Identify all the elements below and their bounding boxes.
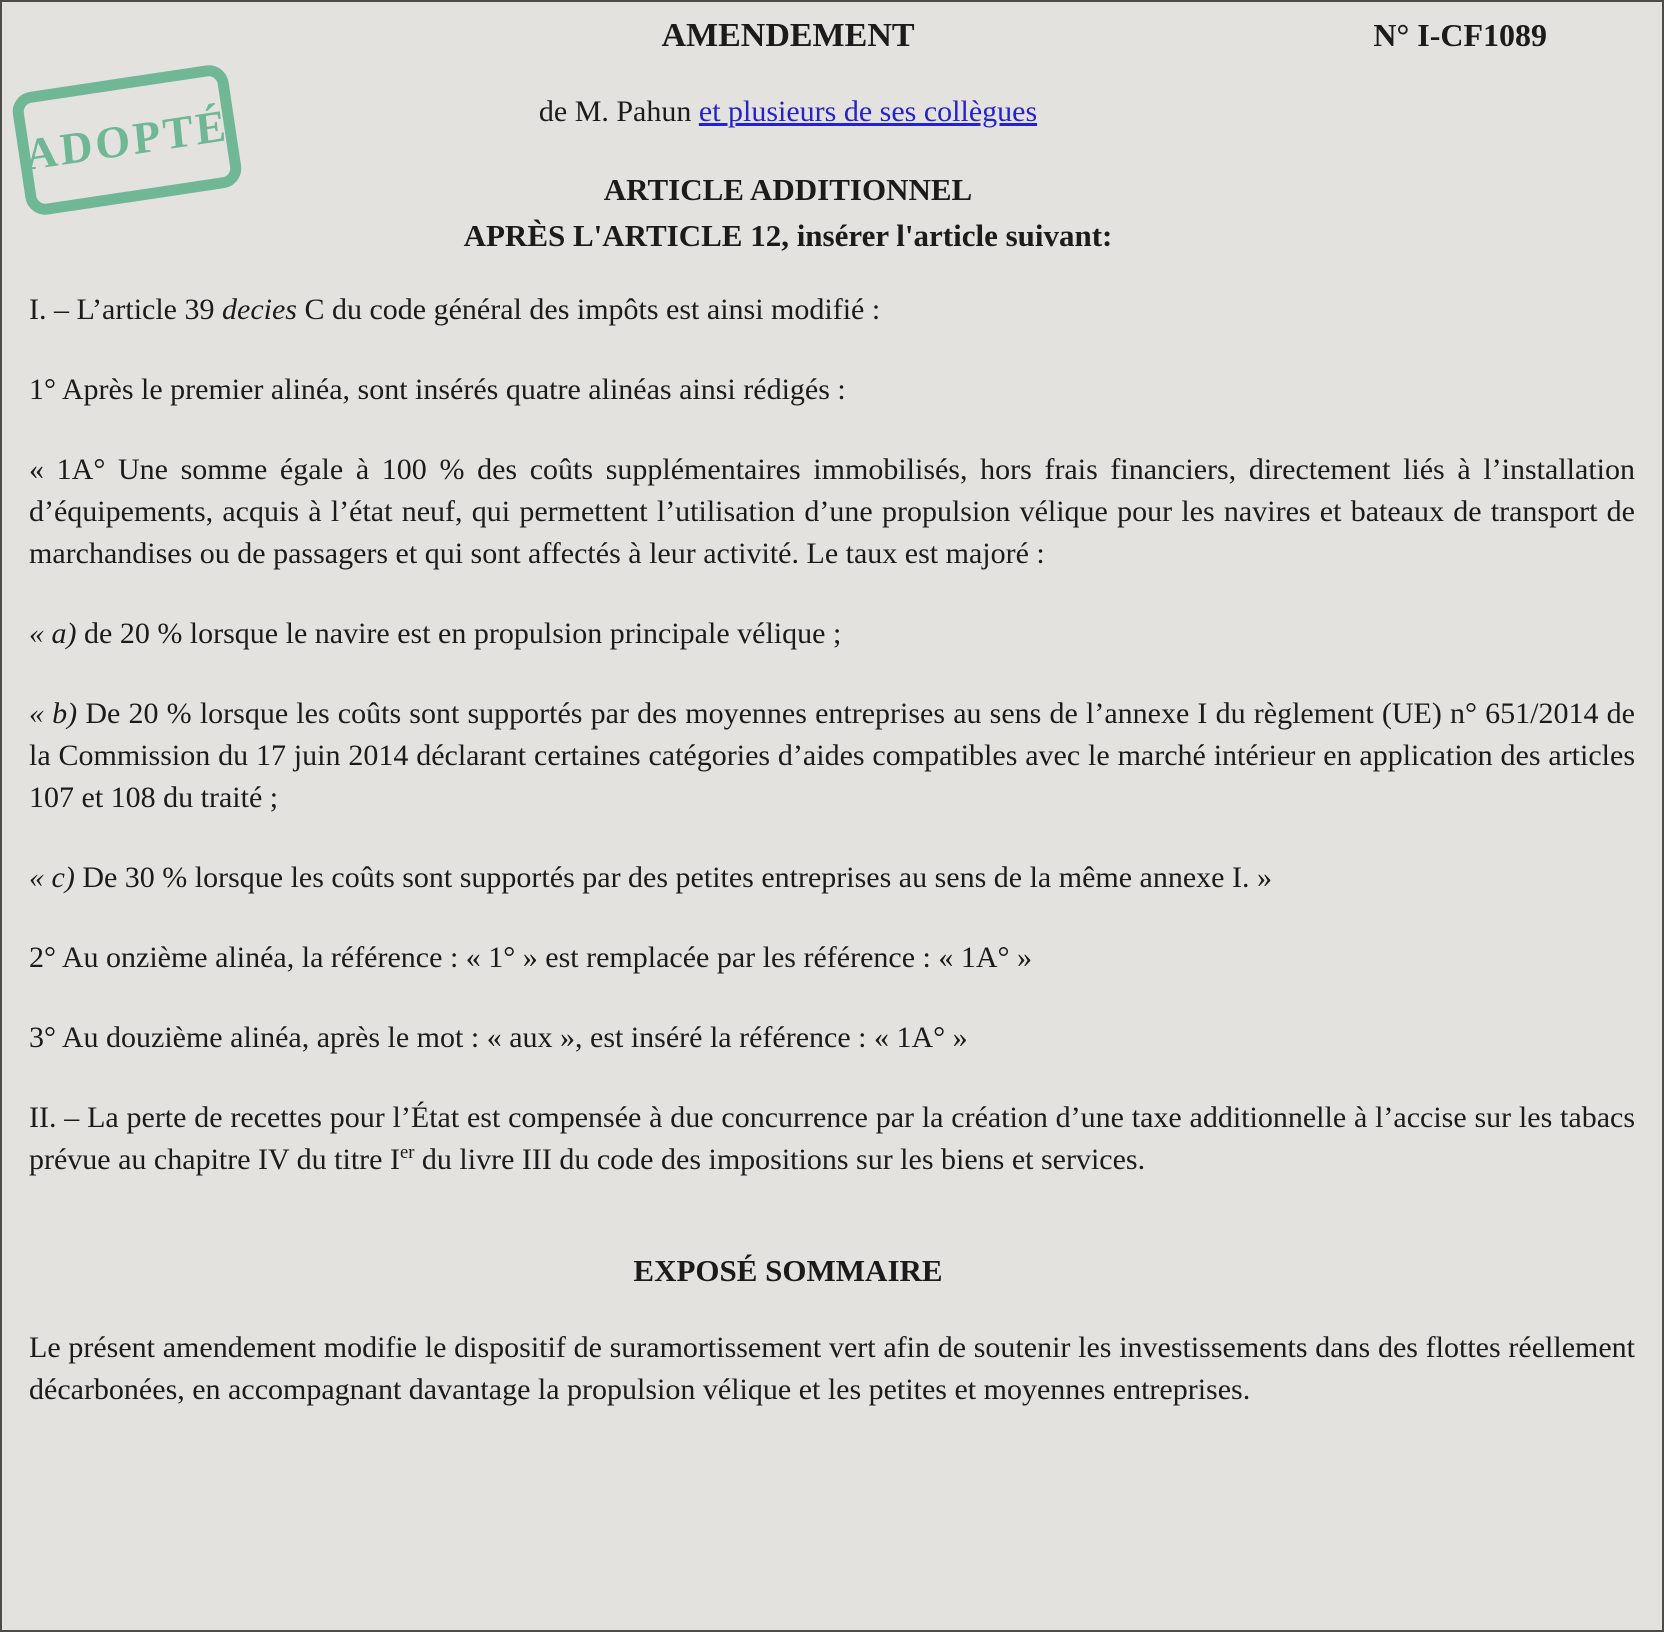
apres-article-heading: APRÈS L'ARTICLE 12, insérer l'article suivant: [463, 218, 1113, 254]
author-line [29, 95, 1547, 130]
paragraph-2deg: 2° Au onzième alinéa, la référence : « 1° » est remplacée par les référence : « 1A° » [29, 940, 1033, 974]
paragraph-1a: « 1A° Une somme égale à 100 % des coûts supplémentaires immobilisés, hors frais financiers, directement liés à l’installation d’équipements, acquis à l’état neuf, qui permettent l’utilisation d’une propulsion vélique pour les navires et bateaux de transport de marchandises ou de passagers et qui sont affectés à leur activité. Le taux est majoré : [29, 452, 1635, 570]
expose-sommaire-heading-wrap [29, 1253, 1547, 1290]
adopted-stamp-label: ADOPTÉ [22, 99, 232, 181]
amendment-body [29, 289, 1635, 1181]
paragraph-c: « c) De 30 % lorsque les coûts sont supportés par des petites entreprises au sens de la même annexe I. » [29, 860, 1272, 894]
paragraph-i: I. – L’article 39 decies C du code général des impôts est ainsi modifié : [29, 292, 881, 326]
author-name: de M. Pahun [538, 95, 699, 129]
article-additionnel-heading: ARTICLE ADDITIONNEL [603, 171, 973, 207]
paragraph-ii: II. – La perte de recettes pour l’État est compensée à due concurrence par la création d’une taxe additionnelle à l’accise sur les tabacs prévue au chapitre IV du titre Ier du livre III du code des impositions sur les biens et services. [29, 1100, 1635, 1176]
document-header [29, 16, 1547, 255]
paragraph-3deg: 3° Au douzième alinéa, après le mot : « aux », est inséré la référence : « 1A° » [29, 1020, 968, 1054]
amendment-number: N° I-CF1089 [1373, 17, 1547, 53]
paragraph-a: « a) de 20 % lorsque le navire est en propulsion principale vélique ; [29, 616, 842, 650]
page-title: AMENDEMENT [661, 17, 915, 54]
coauthors-link[interactable]: et plusieurs de ses collègues [698, 95, 1038, 129]
expose-sommaire-section [29, 1253, 1635, 1412]
paragraph-b: « b) De 20 % lorsque les coûts sont supportés par des moyennes entreprises au sens de l’annexe I du règlement (UE) n° 651/2014 de la Commission du 17 juin 2014 déclarant certaines catégories d’aides compatibles avec le marché intérieur en application des articles 107 et 108 du traité ; [29, 696, 1636, 814]
expose-sommaire-heading: EXPOSÉ SOMMAIRE [633, 1252, 943, 1288]
paragraph-1deg: 1° Après le premier alinéa, sont insérés quatre alinéas ainsi rédigés : [29, 372, 846, 406]
summary-paragraph: Le présent amendement modifie le dispositif de suramortissement vert afin de soutenir les investissements dans des flottes réellement décarbonées, en accompagnant davantage la propulsion vélique et les petites et moyennes entreprises. [29, 1331, 1635, 1407]
title-row [29, 16, 1547, 55]
